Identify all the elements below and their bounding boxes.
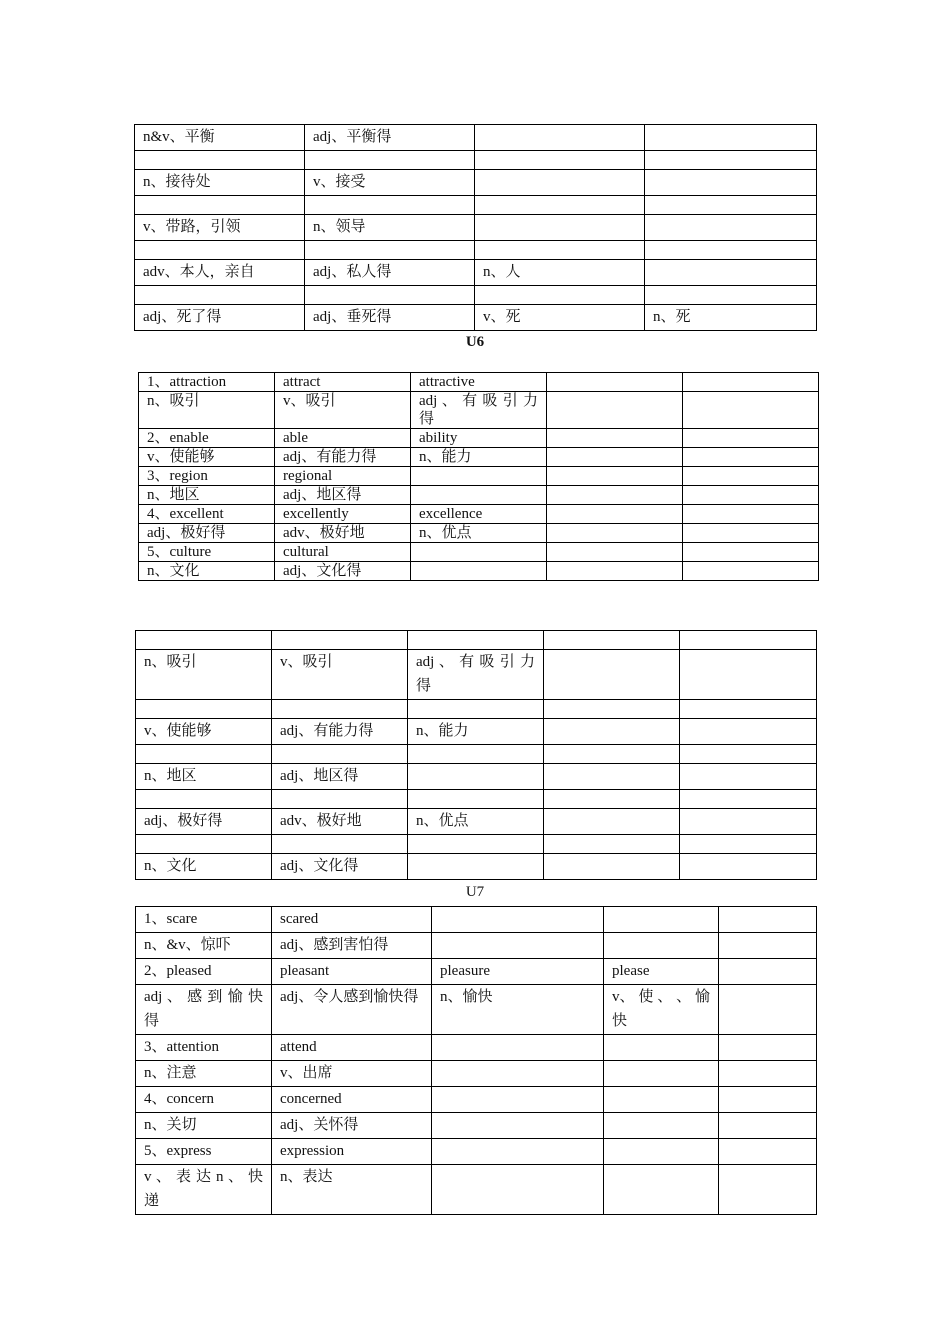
table-cell (604, 1061, 719, 1087)
table-row (139, 562, 819, 581)
table-cell: n、&v、惊吓 (136, 933, 272, 959)
table-row (136, 790, 817, 809)
table-row (139, 543, 819, 562)
table-cell: n、文化 (136, 854, 272, 880)
table-row (136, 933, 817, 959)
table-row (136, 835, 817, 854)
table-cell (272, 790, 408, 809)
table-cell (645, 241, 817, 260)
table-cell (680, 835, 817, 854)
table-cell (432, 1165, 604, 1215)
table-cell (547, 562, 683, 581)
table-cell: adj、私人得 (305, 260, 475, 286)
table-cell (408, 835, 544, 854)
table-cell: 5、culture (139, 543, 275, 562)
table-cell (432, 1087, 604, 1113)
table-cell (683, 392, 819, 429)
table-cell (408, 764, 544, 790)
table-cell (544, 719, 680, 745)
table-cell: expression (272, 1139, 432, 1165)
table-row (136, 1087, 817, 1113)
table-cell (136, 835, 272, 854)
table-cell (683, 373, 819, 392)
table-cell (547, 524, 683, 543)
table-cell (645, 215, 817, 241)
table-cell: attract (275, 373, 411, 392)
table-cell (544, 790, 680, 809)
table-cell (411, 486, 547, 505)
word-table-u5 (134, 124, 817, 331)
table-cell (719, 933, 817, 959)
table-cell: n、地区 (136, 764, 272, 790)
table-cell: 1、attraction (139, 373, 275, 392)
table-cell (547, 392, 683, 429)
table-cell (135, 196, 305, 215)
unit-heading-u6: U6 (465, 334, 485, 350)
table-row (136, 854, 817, 880)
table-cell: concerned (272, 1087, 432, 1113)
table-cell (135, 241, 305, 260)
table-cell: adj、极好得 (139, 524, 275, 543)
table-cell: adj、垂死得 (305, 305, 475, 331)
table-cell: adj、关怀得 (272, 1113, 432, 1139)
table-row (139, 392, 819, 429)
table-cell (680, 719, 817, 745)
table-cell: pleasure (432, 959, 604, 985)
table-cell (719, 1061, 817, 1087)
table-cell: n、文化 (139, 562, 275, 581)
table-cell (683, 429, 819, 448)
table-row (136, 745, 817, 764)
table-row (136, 907, 817, 933)
table-cell (719, 959, 817, 985)
table-cell: v、带路，引领 (135, 215, 305, 241)
table-cell (719, 1139, 817, 1165)
table-cell (683, 467, 819, 486)
table-cell (136, 631, 272, 650)
table-cell (272, 835, 408, 854)
table-cell: v、使能够 (139, 448, 275, 467)
table-cell: cultural (275, 543, 411, 562)
table-cell: n、优点 (411, 524, 547, 543)
table-cell (475, 196, 645, 215)
table-cell: adj、感到害怕得 (272, 933, 432, 959)
table-cell (719, 907, 817, 933)
table-cell: scared (272, 907, 432, 933)
table-cell (645, 286, 817, 305)
table-cell (547, 429, 683, 448)
table-cell: v、出席 (272, 1061, 432, 1087)
table-cell (272, 631, 408, 650)
table-cell (475, 215, 645, 241)
table-cell: pleasant (272, 959, 432, 985)
table-cell: adj、文化得 (275, 562, 411, 581)
table-cell: regional (275, 467, 411, 486)
table-cell: n、吸引 (139, 392, 275, 429)
table-cell (719, 985, 817, 1035)
table-row (136, 985, 817, 1035)
table-cell: n&v、平衡 (135, 125, 305, 151)
table-cell (305, 196, 475, 215)
table-cell: adj、有能力得 (275, 448, 411, 467)
word-table-u7 (135, 906, 817, 1215)
table-cell (136, 700, 272, 719)
table-cell (680, 650, 817, 700)
table-cell: n、愉快 (432, 985, 604, 1035)
table-cell: 3、region (139, 467, 275, 486)
table-cell (544, 745, 680, 764)
table-cell: excellence (411, 505, 547, 524)
table-cell: 2、pleased (136, 959, 272, 985)
table-row (136, 809, 817, 835)
table-cell (680, 764, 817, 790)
table-cell (719, 1165, 817, 1215)
table-cell (544, 764, 680, 790)
table-row (135, 305, 817, 331)
table-cell (547, 486, 683, 505)
table-cell (475, 170, 645, 196)
table-row (135, 196, 817, 215)
table-row (135, 170, 817, 196)
table-row (136, 631, 817, 650)
table-cell (432, 1035, 604, 1061)
table-row (139, 467, 819, 486)
table-cell (432, 907, 604, 933)
table-cell (645, 125, 817, 151)
table-cell: able (275, 429, 411, 448)
table-cell: n、表达 (272, 1165, 432, 1215)
table-row (136, 1061, 817, 1087)
table-row (139, 429, 819, 448)
table-cell: 4、excellent (139, 505, 275, 524)
table-cell (547, 467, 683, 486)
table-row (135, 241, 817, 260)
table-cell: n、能力 (411, 448, 547, 467)
table-cell (680, 631, 817, 650)
table-row (135, 151, 817, 170)
unit-heading-u7: U7 (465, 884, 485, 900)
table-cell (683, 562, 819, 581)
table-cell (604, 1035, 719, 1061)
table-cell (645, 196, 817, 215)
table-cell (680, 790, 817, 809)
table-cell (305, 151, 475, 170)
table-cell: adj 、 感 到 愉 快 得 (136, 985, 272, 1035)
table-cell: v、吸引 (275, 392, 411, 429)
table-cell (544, 650, 680, 700)
table-cell (604, 1113, 719, 1139)
table-cell: n、优点 (408, 809, 544, 835)
table-cell: n、能力 (408, 719, 544, 745)
table-cell: ability (411, 429, 547, 448)
table-cell (475, 241, 645, 260)
table-cell (645, 151, 817, 170)
table-cell (408, 790, 544, 809)
table-cell (432, 933, 604, 959)
table-cell: v 、 表 达 n 、 快 递 (136, 1165, 272, 1215)
table-cell (645, 170, 817, 196)
table-cell (604, 1165, 719, 1215)
table-row (139, 448, 819, 467)
table-cell (272, 745, 408, 764)
table-cell: 4、concern (136, 1087, 272, 1113)
table-row (139, 505, 819, 524)
table-row (136, 1035, 817, 1061)
table-cell (547, 505, 683, 524)
table-cell: adj、地区得 (272, 764, 408, 790)
table-cell (544, 809, 680, 835)
table-cell (475, 125, 645, 151)
table-cell: v、接受 (305, 170, 475, 196)
table-cell: adj、令人感到愉快得 (272, 985, 432, 1035)
table-cell (544, 835, 680, 854)
table-cell: v、死 (475, 305, 645, 331)
table-cell: adj、平衡得 (305, 125, 475, 151)
table-cell: v、 使 、 、 愉 快 (604, 985, 719, 1035)
table-cell (547, 543, 683, 562)
table-cell (136, 745, 272, 764)
table-cell: n、吸引 (136, 650, 272, 700)
table-cell (604, 1087, 719, 1113)
table-row (135, 286, 817, 305)
table-row (136, 1165, 817, 1215)
table-cell (411, 543, 547, 562)
table-cell (680, 854, 817, 880)
table-row (136, 650, 817, 700)
table-cell: please (604, 959, 719, 985)
table-cell (683, 524, 819, 543)
table-row (135, 215, 817, 241)
table-cell (604, 933, 719, 959)
table-cell (432, 1139, 604, 1165)
table-cell: 3、attention (136, 1035, 272, 1061)
table-cell (135, 286, 305, 305)
table-cell (645, 260, 817, 286)
table-row (139, 524, 819, 543)
table-cell (411, 467, 547, 486)
table-cell: n、关切 (136, 1113, 272, 1139)
word-table-u6-review (135, 630, 817, 880)
table-cell (411, 562, 547, 581)
table-cell: n、地区 (139, 486, 275, 505)
table-cell: v、吸引 (272, 650, 408, 700)
table-cell (683, 486, 819, 505)
table-cell (680, 700, 817, 719)
table-cell: n、注意 (136, 1061, 272, 1087)
table-cell (719, 1087, 817, 1113)
table-cell: adj 、 有 吸 引 力 得 (411, 392, 547, 429)
table-cell (683, 505, 819, 524)
table-cell (683, 543, 819, 562)
table-cell: n、人 (475, 260, 645, 286)
table-cell (719, 1113, 817, 1139)
table-cell: adv、本人，亲自 (135, 260, 305, 286)
table-cell: 1、scare (136, 907, 272, 933)
table-cell: adv、极好地 (272, 809, 408, 835)
table-cell: adj、有能力得 (272, 719, 408, 745)
table-cell: n、死 (645, 305, 817, 331)
table-cell: v、使能够 (136, 719, 272, 745)
table-cell: 2、enable (139, 429, 275, 448)
table-cell: attractive (411, 373, 547, 392)
table-cell (604, 907, 719, 933)
table-cell: adj、文化得 (272, 854, 408, 880)
table-cell (604, 1139, 719, 1165)
table-cell (547, 448, 683, 467)
table-row (136, 764, 817, 790)
table-cell (408, 700, 544, 719)
table-cell: adj、极好得 (136, 809, 272, 835)
table-cell (544, 700, 680, 719)
table-cell (135, 151, 305, 170)
table-cell: adj、地区得 (275, 486, 411, 505)
table-cell (305, 241, 475, 260)
table-cell: adj、死了得 (135, 305, 305, 331)
table-cell (719, 1035, 817, 1061)
table-cell: adv、极好地 (275, 524, 411, 543)
table-cell (432, 1113, 604, 1139)
table-row (136, 959, 817, 985)
word-table-u6 (138, 372, 819, 581)
table-row (139, 373, 819, 392)
table-cell (683, 448, 819, 467)
table-cell: attend (272, 1035, 432, 1061)
table-row (136, 719, 817, 745)
table-cell (136, 790, 272, 809)
table-cell (680, 745, 817, 764)
table-cell: adj 、 有 吸 引 力 得 (408, 650, 544, 700)
table-row (139, 486, 819, 505)
table-cell (475, 286, 645, 305)
table-cell (547, 373, 683, 392)
table-row (135, 260, 817, 286)
table-row (135, 125, 817, 151)
table-row (136, 1139, 817, 1165)
table-cell: n、领导 (305, 215, 475, 241)
table-cell (680, 809, 817, 835)
table-cell (544, 854, 680, 880)
table-cell (544, 631, 680, 650)
table-cell (305, 286, 475, 305)
table-cell (272, 700, 408, 719)
table-cell: excellently (275, 505, 411, 524)
table-cell (475, 151, 645, 170)
table-cell (408, 854, 544, 880)
table-cell: n、接待处 (135, 170, 305, 196)
table-row (136, 1113, 817, 1139)
table-cell (408, 745, 544, 764)
table-cell (432, 1061, 604, 1087)
table-cell (408, 631, 544, 650)
table-row (136, 700, 817, 719)
table-cell: 5、express (136, 1139, 272, 1165)
